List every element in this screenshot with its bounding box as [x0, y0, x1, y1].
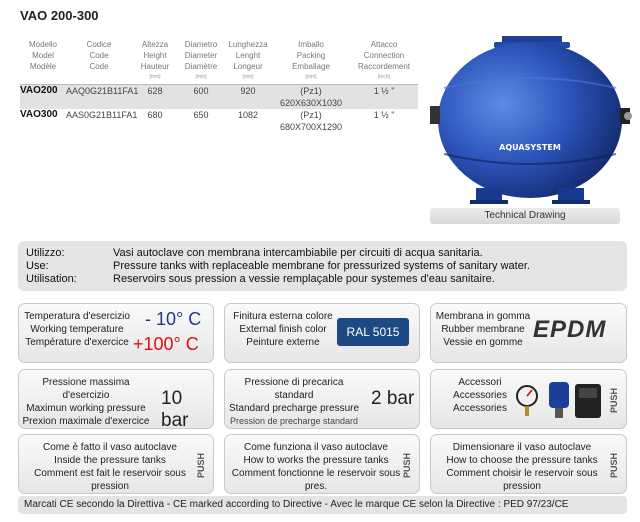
tank-brand-text: AQUASYSTEM: [499, 143, 561, 152]
spec-table-header: [20, 38, 418, 81]
max-pressure-value: 10 bar: [161, 388, 189, 429]
how-works-push-label: PUSH: [402, 452, 412, 478]
usage-panel: [18, 241, 627, 291]
max-temperature: +100° C: [133, 334, 199, 354]
header-code: Codice Code Code: [86, 40, 112, 71]
accessories-card[interactable]: Accessori Accessories Accessories PUSH: [430, 369, 627, 429]
accessories-push-label: PUSH: [609, 387, 619, 413]
header-model: Modello Model Modèle: [28, 40, 57, 71]
header-packing: Imballo Packing Emballage [mm]: [292, 40, 330, 80]
ral-color-badge: RAL 5015: [337, 318, 409, 346]
precharge-value: 2 bar: [371, 388, 415, 409]
usage-label-fr: Utilisation:: [26, 273, 77, 285]
how-made-push-label: PUSH: [196, 452, 206, 478]
tank-illustration: [424, 28, 634, 208]
header-diameter: Diametro Diameter Diamètre [mm]: [184, 40, 218, 80]
ce-marking-footer: Marcati CE secondo la Direttiva - CE marked according to Directive - Avec le marque CE selon la Directive : PED 97/23/CE: [18, 496, 627, 514]
how-made-card[interactable]: Come è fatto il vaso autoclave Inside the pressure tanks Comment est fait le reservoir sous pression PUSH: [18, 434, 214, 494]
table-row: VAO300 AAS0G21B11FA1 680 650 1082 (Pz1) 680X700X1290 1 ½ ”: [20, 109, 395, 132]
usage-label-en: Use:: [26, 260, 49, 272]
temperature-card: Temperatura d'esercizio Working temperature Température d'exercice - 10° C +100° C: [18, 303, 214, 363]
technical-drawing-button[interactable]: Technical Drawing: [430, 208, 620, 224]
finish-color-card: Finitura esterna colore External finish color Peinture externe RAL 5015: [224, 303, 420, 363]
membrane-material: EPDM: [533, 316, 607, 343]
usage-text-it: Vasi autoclave con membrana intercambiabile per circuiti di acqua sanitaria.: [113, 247, 483, 259]
accessories-icons: [513, 376, 609, 424]
pressure-switch-icon: [549, 382, 569, 408]
min-temperature: - 10° C: [145, 309, 202, 329]
usage-text-fr: Reservoirs sous pression a vessie remplaçable pour systemes d'eau sanitaire.: [113, 273, 495, 285]
header-connection: Attacco Connection Raccordement [inch]: [357, 40, 411, 80]
product-title: VAO 200-300: [20, 8, 99, 23]
usage-text-en: Pressure tanks with replaceable membrane for pressurized systems of sanitary water.: [113, 260, 530, 272]
pressure-tank-image[interactable]: [424, 28, 634, 228]
header-length: Lunghezza Lenght Longeur [mm]: [228, 40, 268, 80]
membrane-card: Membrana in gomma Rubber membrane Vessie en gomme EPDM: [430, 303, 627, 363]
table-row: VAO200 AAQ0G21B11FA1 628 600 920 (Pz1) 620X630X1030 1 ½ ”: [20, 84, 418, 109]
precharge-card: Pressione di precarica standard Standard precharge pressure Pression de precharge standard 2 bar: [224, 369, 420, 429]
usage-label-it: Utilizzo:: [26, 247, 65, 259]
how-works-card[interactable]: Come funziona il vaso autoclave How to works the pressure tanks Comment fonctionne le reservoir sous pres. PUSH: [224, 434, 420, 494]
sizing-card[interactable]: Dimensionare il vaso autoclave How to choose the pressure tanks Comment choisir le reservoir sous pression PUSH: [430, 434, 627, 494]
max-pressure-card: Pressione massima d'esercizio Maximun working pressure Prexion maximale d'exercice 10 bar: [18, 369, 214, 429]
spec-table: [20, 38, 418, 133]
sizing-push-label: PUSH: [609, 452, 619, 478]
header-height: Altezza Height Hauteur [mm]: [140, 40, 170, 80]
